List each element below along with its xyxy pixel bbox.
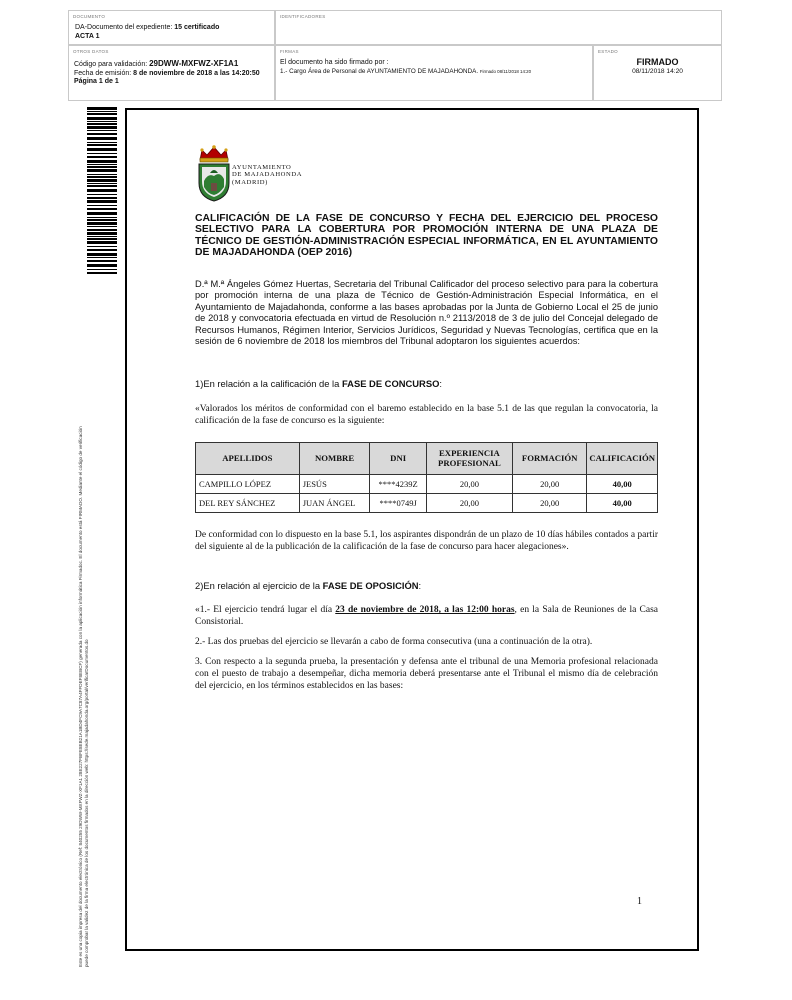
cell-dni: ****4239Z (370, 475, 426, 494)
logo-line-1: AYUNTAMIENTO (232, 164, 292, 171)
paragraph-3: 3. Con respecto a la segunda prueba, la presentación y defensa ante el tribunal de una Memoria profesional relacionada con el puesto de trabajo a desempeñar, dicha memoria deberá presentarse ante el Tribunal el mismo día de celebración del ejercicio, en los términos establecidos en las bases: (195, 657, 658, 692)
identifiers-box (275, 10, 722, 45)
cell-formacion: 20,00 (512, 475, 586, 494)
document-caption: DOCUMENTO (73, 14, 106, 19)
cell-apellidos: CAMPILLO LÓPEZ (196, 475, 300, 494)
logo-line-3: (MADRID) (232, 178, 268, 186)
intro-paragraph: D.ª M.ª Ángeles Gómez Huertas, Secretaria del Tribunal Calificador del proceso selectivo para para la cobertura por promoción interna de una plaza de Técnico de Gestión-Administración Especial Informática, en el Ayuntamiento de Majadahonda, conforme a las bases aprobadas por la Junta de Gobierno Local el 25 de junio de 2018 y convocatoria efectuada en virtud de Resolución n.º 2113/2018 de 3 de julio del Concejal delegado de Recursos Humanos, Régimen Interior, Servicios Jurídicos, Seguridad y Nuevas Tecnologías, certifica que en la sesión de 6 noviembre de 2018 los miembros del Tribunal adoptaron los siguientes acuerdos: (195, 279, 658, 347)
signatures-intro: El documento ha sido firmado por : (280, 59, 389, 66)
grades-table (195, 442, 658, 513)
cell-dni: ****0749J (370, 494, 426, 513)
document-info-box (68, 10, 275, 45)
cell-calificacion: 40,00 (587, 494, 658, 513)
signature-timestamp: Firmado 08/11/2018 14:20 (479, 68, 532, 74)
page-number: 1 (637, 896, 642, 907)
page-count: Página 1 de 1 (74, 78, 119, 86)
table-row (196, 475, 658, 494)
cell-experiencia: 20,00 (426, 475, 512, 494)
validation-code-line: Código para validación: 29DWW-MXFWZ-XF1A1 (74, 59, 239, 68)
emission-date-line: Fecha de emisión: 8 de noviembre de 2018 a las 14:20:50 (74, 69, 260, 77)
document-title: CALIFICACIÓN DE LA FASE DE CONCURSO Y FECHA DEL EJERCICIO DEL PROCESO SELECTIVO PARA LA COBERTURA POR PROMOCIÓN INTERNA DE UNA PLAZA DE TÉCNICO DE GESTIÓN-ADMINISTRACIÓN ESPECIAL INFORMÁTICA, EN EL AYUNTAMIENTO DE MAJADAHONDA (OEP 2016) (195, 213, 658, 258)
post-table-paragraph: De conformidad con lo dispuesto en la base 5.1, los aspirantes dispondrán de un plazo de 10 días hábiles contados a partir del siguiente al de la publicación de la calificación de la fase de concurso para hacer alegaciones». (195, 530, 659, 553)
table-header-row (196, 443, 658, 475)
document-expediente-line: DA-Documento del expediente: 15 certificado (75, 24, 220, 31)
column-header: NOMBRE (299, 443, 370, 475)
column-header: EXPERIENCIA PROFESIONAL (426, 443, 512, 475)
status-date: 08/11/2018 14:20 (632, 68, 683, 75)
other-data-box (68, 45, 275, 101)
column-header: FORMACIÓN (512, 443, 586, 475)
cell-apellidos: DEL REY SÁNCHEZ (196, 494, 300, 513)
status-caption: ESTADO (598, 49, 618, 54)
paragraph-1: «1.- El ejercicio tendrá lugar el día 23 de noviembre de 2018, a las 12:00 horas, en la Sala de Reuniones de la Casa Consistorial. (195, 605, 659, 628)
barcode-icon (87, 107, 117, 274)
cell-nombre: JESÚS (299, 475, 370, 494)
emission-date: 8 de noviembre de 2018 a las 14:20:50 (133, 69, 260, 77)
logo-line-2: DE MAJADAHONDA (232, 171, 303, 179)
validation-code[interactable]: 29DWW-MXFWZ-XF1A1 (149, 59, 239, 68)
side-text-line-2: puede comprobar la validez de la firma electrónica de los documentos firmados en la dirección web: https://sede.majadahonda.org/portal/verificarDocumentos.do (84, 639, 89, 967)
cell-calificacion: 40,00 (587, 475, 658, 494)
section-2-bold: FASE DE OPOSICIÓN (322, 580, 419, 591)
section-1-quote: «Valorados los méritos de conformidad con el baremo establecido en la base 5.1 de las que regulan la convocatoria, la calificación de la fase de concurso es la siguiente: (195, 404, 658, 427)
verification-side-text (78, 277, 90, 967)
section-1-heading: 1)En relación a la calificación de la FASE DE CONCURSO: (195, 378, 442, 389)
table-row (196, 494, 658, 513)
status-box (593, 45, 722, 101)
column-header: CALIFICACIÓN (587, 443, 658, 475)
signatures-box (275, 45, 593, 101)
signatures-caption: FIRMAS (280, 49, 299, 54)
cell-experiencia: 20,00 (426, 494, 512, 513)
document-type: 15 certificado (174, 24, 220, 31)
logo-text (232, 164, 302, 186)
section-1-bold: FASE DE CONCURSO (341, 378, 440, 389)
paragraph-2: 2.- Las dos pruebas del ejercicio se llevarán a cabo de forma consecutiva (una a continuación de la otra). (195, 637, 593, 647)
exam-date: 23 de noviembre de 2018, a las 12:00 horas (335, 605, 515, 615)
other-data-caption: OTROS DATOS (73, 49, 109, 54)
identifiers-caption: IDENTIFICADORES (280, 14, 326, 19)
signature-entry: 1.- Cargo Área de Personal de AYUNTAMIENTO DE MAJADAHONDA. Firmado 08/11/2018 14:20 (280, 67, 532, 75)
coat-of-arms-icon (194, 143, 234, 203)
section-2-heading: 2)En relación al ejercicio de la FASE DE OPOSICIÓN: (195, 580, 422, 591)
side-text-line-1: Este es una copia impresa del documento electrónico (Ref: 840255 29DWW-MXFWZ-XF1A1 28E227FBFE8EB21A1BD4FC9A7C87A4FFDEF8EBCF) generada con la aplicación informática Firmadoc. El documento está FIRMADO. Mediante el código de verificación (78, 426, 83, 967)
cell-formacion: 20,00 (512, 494, 586, 513)
document-act-label: ACTA 1 (75, 32, 100, 40)
column-header: DNI (370, 443, 426, 475)
column-header: APELLIDOS (196, 443, 300, 475)
status-badge: FIRMADO (636, 57, 679, 67)
cell-nombre: JUAN ÁNGEL (299, 494, 370, 513)
